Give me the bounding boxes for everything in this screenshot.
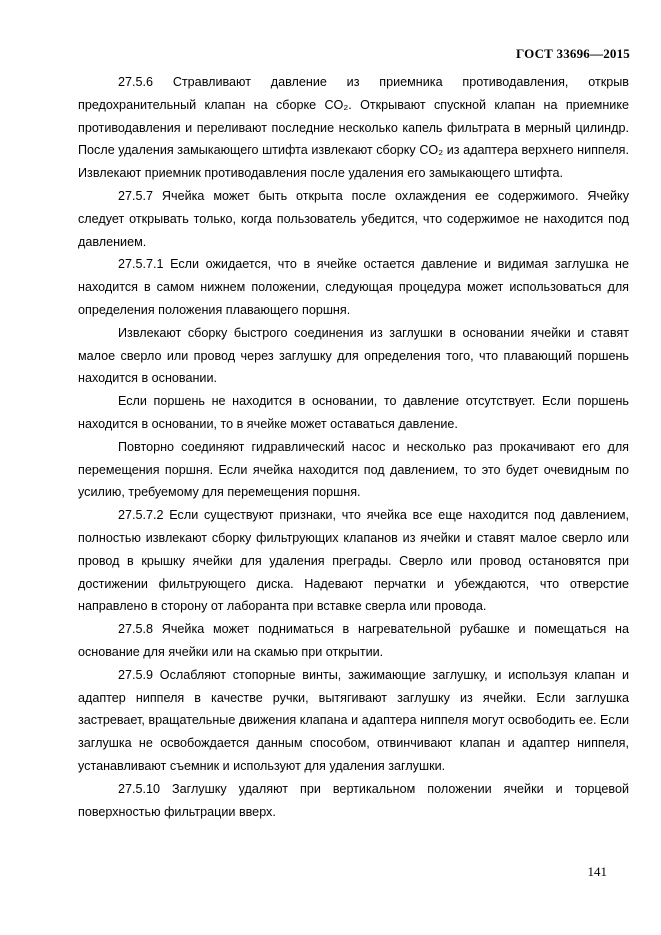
paragraph-27-5-9: 27.5.9 Ослабляют стопорные винты, зажимающие заглушку, и используя клапан и адаптер ниппеля в качестве ручки, вытягивают заглушку из ячейки. Если заглушка застревает, вращательные движения клапана и адаптера ниппеля могут освободить ее. Если заглушка не освобождается данным способом, отвинчивают клапан и адаптер ниппеля, устанавливают съемник и используют для удаления заглушки.: [78, 667, 629, 773]
standard-header: ГОСТ 33696—2015: [515, 46, 630, 61]
document-body: [78, 71, 629, 823]
paragraph-reconnect-pump: Повторно соединяют гидравлический насос и несколько раз прокачивают его для перемещения поршня. Если ячейка находится под давлением, то это будет очевидным по усилию, требуемому для перемещения поршня.: [78, 439, 629, 500]
paragraph-27-5-10: 27.5.10 Заглушку удаляют при вертикальном положении ячейки и торцевой поверхностью фильтрации вверх.: [78, 781, 629, 819]
paragraph-27-5-7: 27.5.7 Ячейка может быть открыта после охлаждения ее содержимого. Ячейку следует открывать только, когда пользователь убедится, что содержимое не находится под давлением.: [78, 188, 629, 249]
paragraph-piston-not-at-base: Если поршень не находится в основании, то давление отсутствует. Если поршень находится в основании, то в ячейке может оставаться давление.: [78, 394, 629, 431]
paragraph-27-5-7-1: 27.5.7.1 Если ожидается, что в ячейке остается давление и видимая заглушка не находится в самом нижнем положении, следующая процедура может использоваться для определения положения плавающего поршня.: [78, 257, 629, 317]
paragraph-27-5-8: 27.5.8 Ячейка может подниматься в нагревательной рубашке и помещаться на основание для ячейки или на скамью при открытии.: [78, 622, 629, 659]
paragraph-extract-quick-connect: Извлекают сборку быстрого соединения из заглушки в основании ячейки и ставят малое сверло или провод через заглушку для определения того, что плавающий поршень находится в основании.: [78, 325, 629, 386]
paragraph-27-5-7-2: 27.5.7.2 Если существуют признаки, что ячейка все еще находится под давлением, полностью извлекают сборку фильтрующих клапанов из ячейки и ставят малое сверло или провод в крышку ячейки для удаления преграды. Сверло или провод остановятся при достижении фильтрующего диска. Надевают перчатки и убеждаются, что отверстие направлено в сторону от лаборанта при вставке сверла или провода.: [78, 508, 629, 614]
page-number: 141: [587, 864, 607, 879]
paragraph-27-5-6: 27.5.6 Стравливают давление из приемника противодавления, открыв предохранительный клапан на сборке CO₂. Открывают спускной клапан на приемнике противодавления и переливают последние несколько капель фильтрата в мерный цилиндр. После удаления замыкающего штифта извлекают сборку CO₂ из адаптера верхнего ниппеля. Извлекают приемник противодавления после удаления его замыкающего штифта.: [78, 75, 629, 181]
